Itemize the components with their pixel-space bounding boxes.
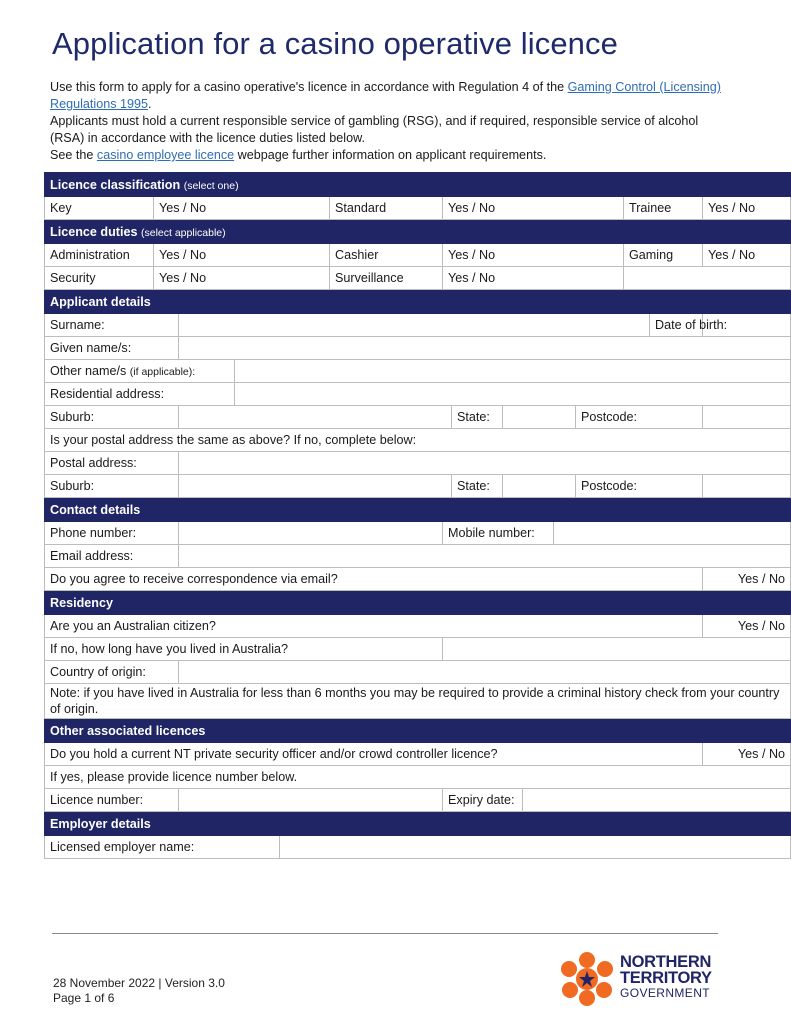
intro-text — [50, 79, 730, 164]
intro-text-span: . — [148, 97, 152, 111]
postal-address-row — [45, 452, 791, 475]
surname-field[interactable] — [179, 314, 650, 337]
casino-employee-licence-link[interactable]: casino employee licence — [96, 148, 235, 162]
classification-row — [45, 197, 791, 220]
employer-name-row — [45, 836, 791, 859]
yes-no-gaming[interactable]: Yes / No — [703, 244, 791, 267]
email-row — [45, 545, 791, 568]
how-long-field[interactable] — [443, 638, 791, 661]
given-names-label: Given name/s: — [45, 337, 179, 360]
footer-divider — [52, 933, 718, 934]
postal-address-field[interactable] — [179, 452, 791, 475]
phone-row — [45, 522, 791, 545]
regulations-link[interactable]: Gaming Control (Licensing) Regulations 1995 — [50, 80, 721, 111]
option-label-gaming: Gaming — [624, 244, 703, 267]
section-header-applicant-details — [45, 290, 791, 314]
country-label: Country of origin: — [45, 661, 179, 684]
licence-number-field[interactable] — [179, 789, 443, 812]
how-long-row — [45, 638, 791, 661]
postal-suburb-label: Suburb: — [45, 475, 179, 498]
yes-no-standard[interactable]: Yes / No — [443, 197, 624, 220]
postal-question-row — [45, 429, 791, 452]
section-title: Applicant details — [45, 290, 791, 314]
logo-line-northern: NORTHERN — [620, 953, 712, 971]
option-label-cashier: Cashier — [330, 244, 443, 267]
employer-name-label: Licensed employer name: — [45, 836, 280, 859]
other-names-field[interactable] — [235, 360, 791, 383]
section-header-employer-details — [45, 812, 791, 836]
yes-no-citizen[interactable]: Yes / No — [703, 615, 791, 638]
section-header-residency — [45, 591, 791, 615]
residential-address-field[interactable] — [235, 383, 791, 406]
how-long-label: If no, how long have you lived in Australia? — [45, 638, 443, 661]
empty-cell — [624, 267, 791, 290]
section-note: (select one) — [183, 179, 239, 192]
duties-row-2 — [45, 267, 791, 290]
postal-postcode-field[interactable] — [703, 475, 791, 498]
provide-licence-text: If yes, please provide licence number below. — [45, 766, 791, 789]
logo-wordmark — [620, 954, 712, 1000]
country-field[interactable] — [179, 661, 791, 684]
country-row — [45, 661, 791, 684]
residency-note-row — [45, 684, 791, 719]
option-label-administration: Administration — [45, 244, 154, 267]
intro-text-span: See the — [50, 148, 97, 162]
section-title: Residency — [45, 591, 791, 615]
logo-line-government: GOVERNMENT — [620, 986, 711, 1000]
intro-text-span: webpage further information on applicant requirements. — [234, 148, 547, 162]
option-label-standard: Standard — [330, 197, 443, 220]
yes-no-security-licence[interactable]: Yes / No — [703, 743, 791, 766]
postal-suburb-field[interactable] — [179, 475, 452, 498]
section-header-licence-duties — [45, 220, 791, 244]
logo-line-territory: TERRITORY — [620, 969, 712, 987]
option-label-key: Key — [45, 197, 154, 220]
postal-suburb-row — [45, 475, 791, 498]
nt-government-logo — [556, 950, 726, 1006]
duties-row-1 — [45, 244, 791, 267]
state-field[interactable] — [503, 406, 576, 429]
section-title: Licence classification — [50, 177, 181, 192]
email-consent-question: Do you agree to receive correspondence via email? — [45, 568, 703, 591]
given-names-row — [45, 337, 791, 360]
other-names-label — [45, 360, 235, 383]
section-title: Contact details — [45, 498, 791, 522]
option-label-trainee: Trainee — [624, 197, 703, 220]
section-title: Other associated licences — [45, 719, 791, 743]
section-title: Licence duties — [50, 224, 138, 239]
intro-paragraph-2: Applicants must hold a current responsible service of gambling (RSG), and if required, responsible service of alcohol (RSA) in accordance with the licence duties listed below. — [50, 114, 699, 145]
yes-no-trainee[interactable]: Yes / No — [703, 197, 791, 220]
given-names-field[interactable] — [179, 337, 791, 360]
postal-state-label: State: — [452, 475, 503, 498]
surname-label: Surname: — [45, 314, 179, 337]
employer-name-field[interactable] — [280, 836, 791, 859]
section-note: (select applicable) — [141, 226, 226, 239]
email-label: Email address: — [45, 545, 179, 568]
citizen-row — [45, 615, 791, 638]
section-header-contact-details — [45, 498, 791, 522]
expiry-date-label: Expiry date: — [443, 789, 523, 812]
other-names-text: Other name/s — [50, 364, 127, 378]
mobile-label: Mobile number: — [443, 522, 554, 545]
footer-page-number: Page 1 of 6 — [53, 991, 115, 1005]
provide-licence-row — [45, 766, 791, 789]
section-header-other-licences — [45, 719, 791, 743]
phone-field[interactable] — [179, 522, 443, 545]
option-label-security: Security — [45, 267, 154, 290]
expiry-date-field[interactable] — [523, 789, 791, 812]
postcode-field[interactable] — [703, 406, 791, 429]
desert-rose-icon — [556, 950, 618, 1006]
intro-paragraph-1 — [50, 79, 730, 113]
phone-label: Phone number: — [45, 522, 179, 545]
application-form — [44, 172, 791, 859]
mobile-field[interactable] — [554, 522, 791, 545]
other-names-row — [45, 360, 791, 383]
postal-state-field[interactable] — [503, 475, 576, 498]
yes-no-administration[interactable]: Yes / No — [154, 244, 330, 267]
residential-address-row — [45, 383, 791, 406]
suburb-row — [45, 406, 791, 429]
section-title: Employer details — [45, 812, 791, 836]
yes-no-security[interactable]: Yes / No — [154, 267, 330, 290]
intro-text-span: Use this form to apply for a casino operative's licence in accordance with Regulation 4 of the — [50, 80, 568, 94]
suburb-field[interactable] — [179, 406, 452, 429]
citizen-question: Are you an Australian citizen? — [45, 615, 703, 638]
security-licence-question: Do you hold a current NT private security officer and/or crowd controller licence? — [45, 743, 703, 766]
date-of-birth-label: Date of birth: — [650, 314, 703, 337]
footer — [53, 976, 225, 1006]
surname-row — [45, 314, 791, 337]
security-licence-row — [45, 743, 791, 766]
yes-no-cashier[interactable]: Yes / No — [443, 244, 624, 267]
licence-number-row — [45, 789, 791, 812]
other-names-note: (if applicable): — [129, 366, 196, 378]
postal-question: Is your postal address the same as above? If no, complete below: — [45, 429, 791, 452]
residential-address-label: Residential address: — [45, 383, 235, 406]
suburb-label: Suburb: — [45, 406, 179, 429]
yes-no-email-consent[interactable]: Yes / No — [703, 568, 791, 591]
option-label-surveillance: Surveillance — [330, 267, 443, 290]
postcode-label: Postcode: — [576, 406, 703, 429]
intro-paragraph-3 — [50, 147, 730, 164]
residency-note: Note: if you have lived in Australia for less than 6 months you may be required to provide a criminal history check from your country of origin. — [45, 684, 791, 719]
email-consent-row — [45, 568, 791, 591]
postal-postcode-label: Postcode: — [576, 475, 703, 498]
page-title: Application for a casino operative licence — [52, 26, 618, 61]
yes-no-key[interactable]: Yes / No — [154, 197, 330, 220]
licence-number-label: Licence number: — [45, 789, 179, 812]
state-label: State: — [452, 406, 503, 429]
section-header-licence-classification — [45, 173, 791, 197]
email-field[interactable] — [179, 545, 791, 568]
postal-address-label: Postal address: — [45, 452, 179, 475]
footer-date-version: 28 November 2022 | Version 3.0 — [53, 976, 225, 990]
yes-no-surveillance[interactable]: Yes / No — [443, 267, 624, 290]
